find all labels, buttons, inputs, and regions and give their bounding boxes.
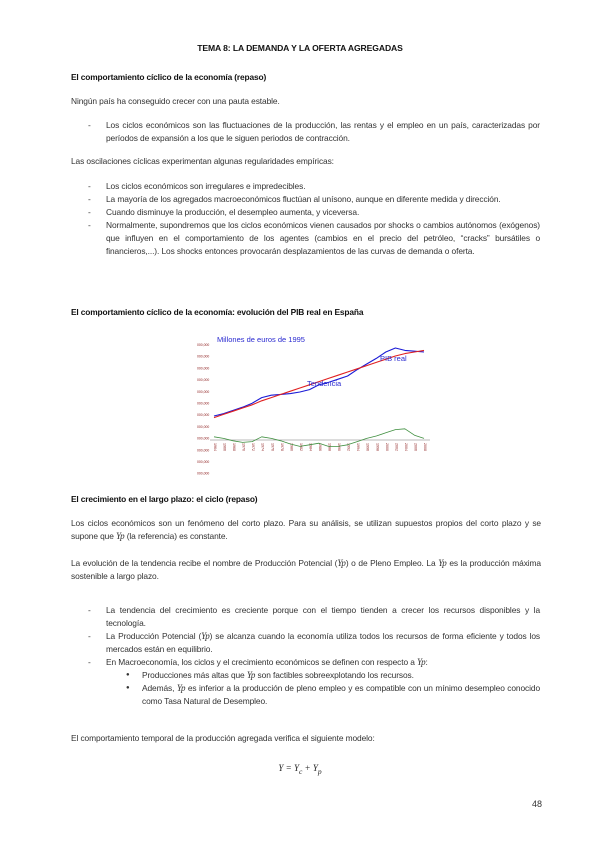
svg-text:PIB real: PIB real (380, 354, 407, 363)
svg-text:1968: 1968 (232, 443, 237, 451)
yp-symbol: Yp (176, 683, 186, 693)
intro-paragraph: Ningún país ha conseguido crecer con una pauta estable. (71, 96, 280, 106)
potential-output-paragraph: La evolución de la tendencia recibe el nombre de Producción Potencial (Yp) o de Pleno Empleo. La Yp es la producción máxima sostenible a largo plazo. (71, 558, 541, 581)
svg-text:1976: 1976 (270, 443, 275, 451)
svg-text:1972: 1972 (251, 443, 256, 451)
svg-text:000,000: 000,000 (197, 366, 210, 371)
yp-symbol: Yp (337, 558, 346, 568)
svg-text:000,000: 000,000 (197, 460, 210, 464)
list-item: - Normalmente, supondremos que los ciclos económicos vienen causados por shocks o cambios autónomos (exógenos) que influyen en el comportamiento de los agentes (cambios en el precio del petróleo, “cracks” bursátiles o financieros,...). Los shocks entonces provocarán desplazamientos de las curvas de demanda o oferta. (88, 219, 540, 258)
list-item: - La tendencia del crecimiento es creciente porque con el tiempo tienden a crecer los recursos disponibles y la tecnología. (88, 604, 540, 630)
regularities-paragraph: Las oscilaciones cíclicas experimentan algunas regularidades empíricas: (71, 156, 334, 166)
pib-chart (195, 330, 440, 475)
section-heading-cyclical: El comportamiento cíclico de la economía (repaso) (71, 72, 267, 82)
list-item: - La mayoría de los agregados macroeconómicos fluctúan al unísono, aunque en diferente medida y dirección. (88, 193, 540, 206)
section-heading-long-run: El crecimiento en el largo plazo: el ciclo (repaso) (71, 494, 258, 504)
svg-text:1990: 1990 (337, 443, 342, 451)
model-paragraph: El comportamiento temporal de la producción agregada verifica el siguiente modelo: (71, 733, 375, 743)
svg-text:000,000: 000,000 (197, 448, 210, 453)
svg-text:1966: 1966 (222, 443, 227, 451)
yp-symbol: Yp (417, 657, 426, 667)
yp-symbol: Yp (246, 670, 256, 680)
output-formula: $Y = Y_c + Y_p$ (278, 763, 322, 776)
svg-text:1980: 1980 (289, 443, 294, 451)
svg-text:1992: 1992 (346, 443, 351, 451)
svg-text:000,000: 000,000 (197, 436, 210, 441)
svg-text:1974: 1974 (260, 443, 265, 451)
svg-text:000,000: 000,000 (197, 401, 210, 406)
yp-symbol: Yp (116, 531, 125, 541)
section-heading-pib: El comportamiento cíclico de la economía: evolución del PIB real en España (71, 307, 364, 317)
svg-text:000,000: 000,000 (197, 354, 210, 359)
svg-text:2008: 2008 (423, 443, 427, 451)
document-title: TEMA 8: LA DEMANDA Y LA OFERTA AGREGADAS (197, 43, 403, 53)
list-item: - Los ciclos económicos son las fluctuaciones de la producción, las rentas y el empleo en un país, caracterizadas por períodos de expansión a los que le siguen periodos de contracción. (88, 119, 540, 145)
svg-text:1988: 1988 (327, 443, 332, 451)
svg-text:2000: 2000 (384, 443, 389, 451)
svg-text:1978: 1978 (279, 443, 284, 451)
svg-text:1994: 1994 (356, 443, 361, 451)
svg-text:1998: 1998 (375, 443, 380, 451)
svg-text:Tendencia: Tendencia (307, 379, 342, 388)
sub-list (106, 669, 540, 708)
svg-text:1964: 1964 (213, 443, 217, 451)
svg-text:000,000: 000,000 (197, 343, 210, 347)
list-item: - En Macroeconomía, los ciclos y el crecimiento económicos se definen con respecto a Yp: ● Producciones más altas que Yp son factibles sobreexplotando los recursos. ● Además, Yp es inferior a la producción de pleno empleo y es compatible con un mínimo desempleo conocido como Tasa Natural de Desempleo. (88, 656, 540, 708)
sub-list-item: ● Producciones más altas que Yp son factibles sobreexplotando los recursos. (124, 669, 540, 682)
short-run-paragraph: Los ciclos económicos son un fenómeno del corto plazo. Para su análisis, se utilizan supuestos propios del corto plazo y se supone que Yp (la referencia) es constante. (71, 518, 541, 541)
regularities-list (88, 180, 540, 258)
line-chart (195, 330, 440, 475)
sub-list-item: ● Además, Yp es inferior a la producción de pleno empleo y es compatible con un mínimo desempleo conocido como Tasa Natural de Desempleo. (124, 682, 540, 708)
yp-symbol: Yp (438, 558, 447, 568)
svg-text:2004: 2004 (403, 443, 408, 451)
svg-text:1984: 1984 (308, 443, 313, 451)
list-item: - Los ciclos económicos son irregulares e impredecibles. (88, 180, 540, 193)
svg-text:Millones de euros de 1995: Millones de euros de 1995 (217, 335, 305, 344)
svg-text:2006: 2006 (413, 443, 418, 451)
list-item: - La Producción Potencial (Yp) se alcanza cuando la economía utiliza todos los recursos de forma eficiente y todos los mercados están en equilibrio. (88, 630, 540, 656)
svg-text:000,000: 000,000 (197, 424, 210, 429)
svg-text:000,000: 000,000 (197, 413, 210, 418)
list-item: - Cuando disminuye la producción, el desempleo aumenta, y viceversa. (88, 206, 540, 219)
trend-list (88, 604, 540, 708)
yp-symbol: Yp (201, 631, 210, 641)
svg-text:1970: 1970 (241, 443, 246, 451)
svg-text:2002: 2002 (394, 443, 399, 451)
page-number: 48 (531, 799, 542, 809)
cycles-definition-list (88, 119, 540, 145)
svg-text:000,000: 000,000 (197, 389, 210, 394)
svg-text:1986: 1986 (318, 443, 322, 451)
svg-text:1982: 1982 (298, 443, 303, 451)
svg-text:000,000: 000,000 (197, 471, 210, 475)
svg-text:1996: 1996 (365, 443, 370, 451)
svg-text:000,000: 000,000 (197, 378, 210, 383)
